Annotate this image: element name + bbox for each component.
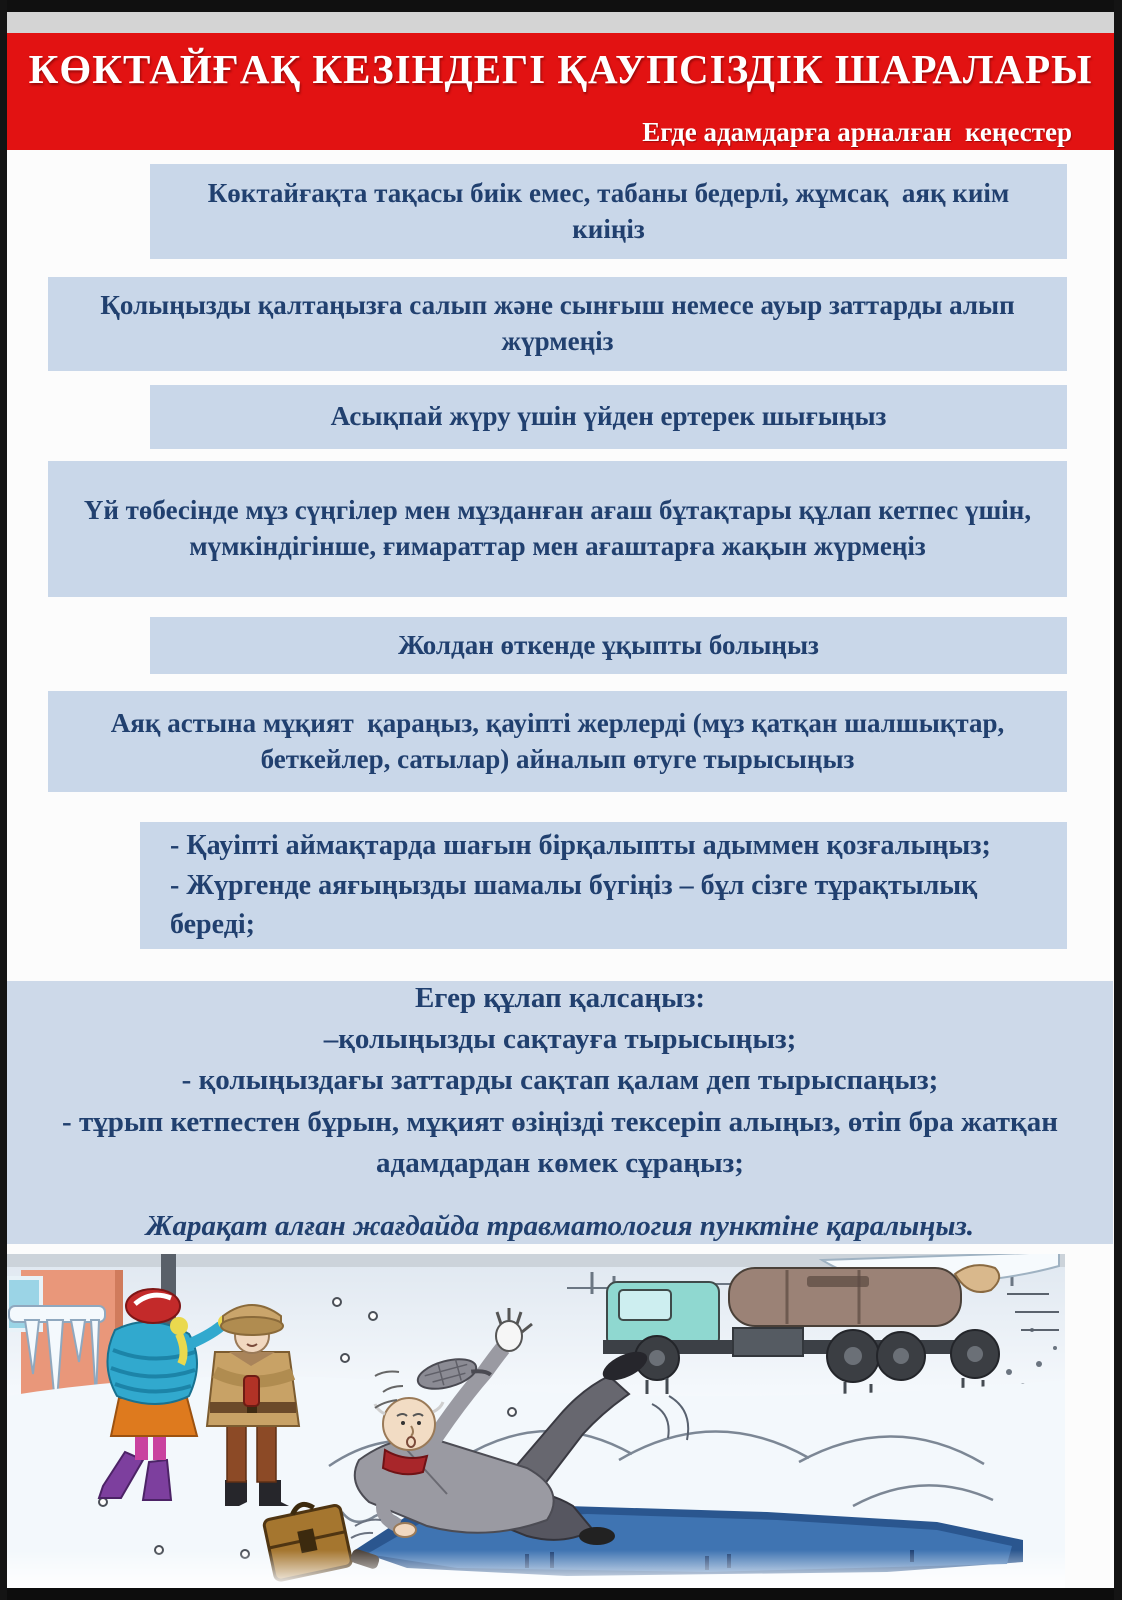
bottom-fade [7,1550,1065,1588]
bald-head [383,1398,435,1450]
frame-bottom [0,1588,1122,1600]
fall-line: - тұрып кетпестен бұрын, мұқият өзіңізді тексеріп алыңыз, өтіп бра жатқан адамдардан көмек сұраңыз; [62,1105,1058,1179]
frame-right [1114,0,1122,1600]
header-banner [7,33,1114,150]
advice-box [140,822,1067,949]
frame-gray-strip [0,12,1122,33]
if-you-fall-box [7,981,1113,1244]
fall-heading: Егер құлап қалсаңыз: [414,981,706,1014]
fall-line: –қолыңызды сақтауға тырысыңыз; [323,1023,797,1056]
tip-box-icicles: Үй төбесінде мұз сүңгілер мен мұзданған ағаш бұтақтары құлап кетпес үшін, мүмкіндігінше, ғимараттар мен ағаштарға жақын жүрмеңіз [48,461,1067,597]
raised-hand [496,1321,522,1351]
tip-box-watch-step: Аяқ астына мұқият қараңыз, қауіпті жерлерді (мұз қатқан шалшықтар, беткейлер, сатылар) айналып өтуге тырысыңыз [48,691,1067,792]
advice-line: - Қауіпті аймақтарда шағын бірқалыпты адыммен қозғалыңыз; [170,829,991,861]
poster-title: КӨКТАЙҒАҚ КЕЗІНДЕГІ ҚАУПСІЗДІК ШАРАЛАРЫ [28,46,1093,92]
tip-box-crossing-road: Жолдан өткенде ұқыпты болыңыз [150,617,1067,674]
tip-box-hands-pockets: Қолыңызды қалтаңызға салып және сынғыш немесе ауыр заттарды алып жүрмеңіз [48,277,1067,371]
frame-left [0,0,7,1600]
poster-subtitle: Егде адамдарға арналған кеңестер [642,117,1072,147]
tip-box-leave-early: Асықпай жүру үшін үйден ертерек шығыңыз [150,385,1067,449]
tip-box-footwear: Көктайғақта тақасы биік емес, табаны бедерлі, жұмсақ аяқ киім киіңіз [150,164,1067,259]
thermos [244,1376,259,1406]
advice-line: - Жүргенде аяғыңызды шамалы бүгіңіз – бұл сізге тұрақтылық береді; [170,869,978,941]
frame-top [0,0,1122,12]
trauma-note: Жарақат алған жағдайда травматология пунктіне қаралыңыз. [145,1209,975,1242]
fall-line: - қолыңыздағы заттарды сақтап қалам деп тырыспаңыз; [181,1064,939,1097]
winter-slip-illustration [7,1254,1065,1588]
